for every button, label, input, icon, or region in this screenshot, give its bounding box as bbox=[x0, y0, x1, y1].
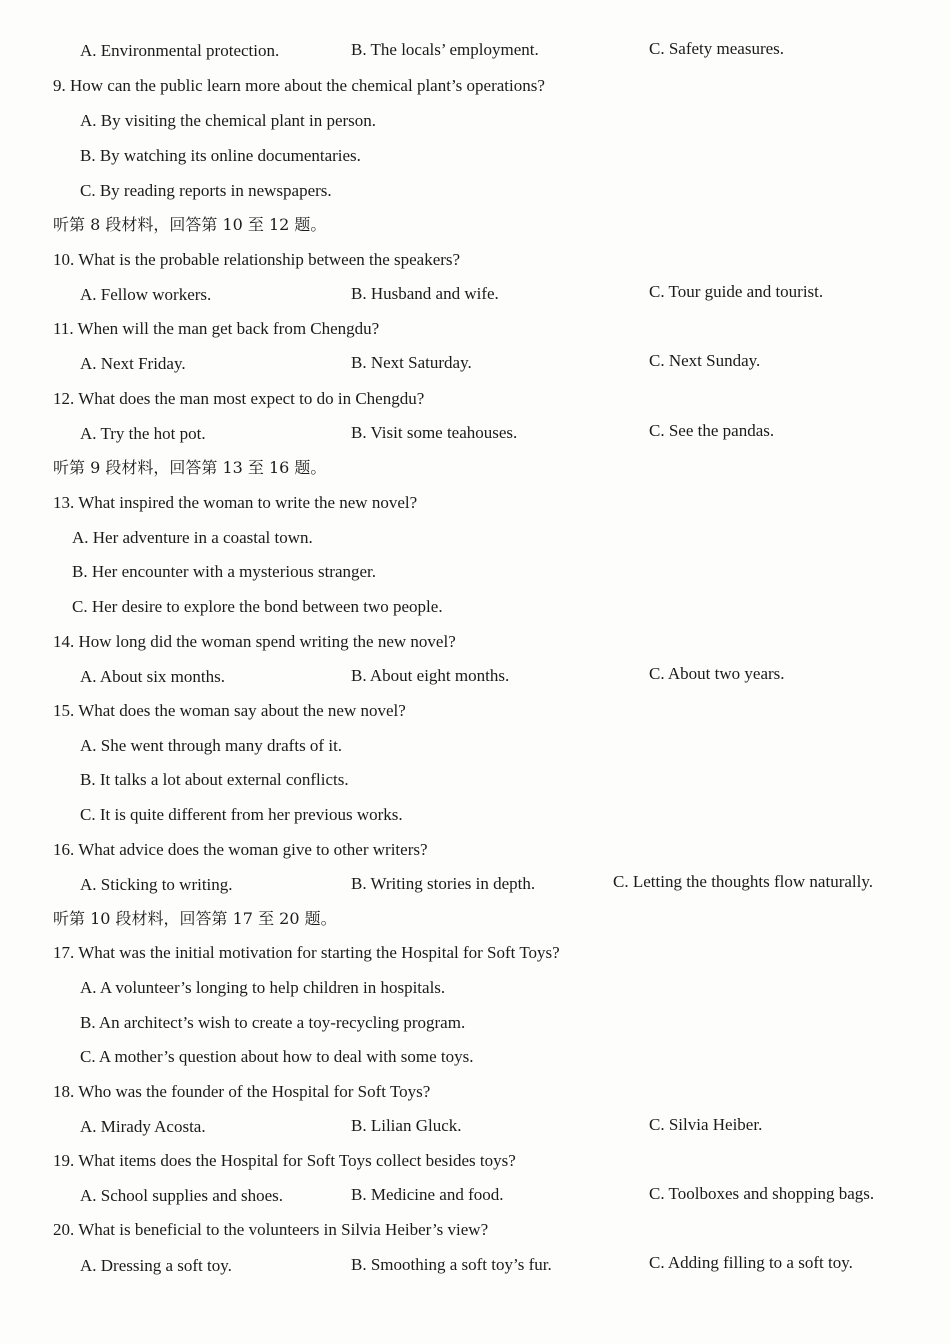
q17-stem: 17. What was the initial motivation for starting the Hospital for Soft Toys? bbox=[53, 943, 560, 962]
q12-stem: 12. What does the man most expect to do in Chengdu? bbox=[53, 389, 425, 408]
q9-option-c: C. By reading reports in newspapers. bbox=[80, 181, 332, 200]
q18-option-a: A. Mirady Acosta. bbox=[80, 1117, 206, 1136]
q19-option-c: C. Toolboxes and shopping bags. bbox=[649, 1184, 875, 1203]
q17-option-c: C. A mother’s question about how to deal with some toys. bbox=[80, 1047, 474, 1066]
q10-option-a: A. Fellow workers. bbox=[80, 285, 212, 304]
q20-stem: 20. What is beneficial to the volunteers in Silvia Heiber’s view? bbox=[53, 1220, 489, 1239]
q15-stem: 15. What does the woman say about the new novel? bbox=[53, 701, 406, 720]
q16-option-a: A. Sticking to writing. bbox=[80, 875, 233, 894]
q12-option-a: A. Try the hot pot. bbox=[80, 424, 206, 443]
q13-stem: 13. What inspired the woman to write the new novel? bbox=[53, 493, 418, 512]
q9-option-b: B. By watching its online documentaries. bbox=[80, 146, 361, 165]
q13-option-a: A. Her adventure in a coastal town. bbox=[72, 528, 313, 547]
section-8-heading: 听第 8 段材料，回答第 10 至 12 题。 bbox=[53, 215, 327, 234]
q10-stem: 10. What is the probable relationship between the speakers? bbox=[53, 250, 461, 269]
q20-option-b: B. Smoothing a soft toy’s fur. bbox=[351, 1255, 552, 1274]
section-9-heading: 听第 9 段材料，回答第 13 至 16 题。 bbox=[53, 458, 327, 477]
q17-option-a: A. A volunteer’s longing to help children in hospitals. bbox=[80, 978, 446, 997]
q11-stem: 11. When will the man get back from Chengdu? bbox=[53, 319, 380, 338]
q16-option-b: B. Writing stories in depth. bbox=[351, 874, 536, 893]
q18-stem: 18. Who was the founder of the Hospital for Soft Toys? bbox=[53, 1082, 431, 1101]
q11-option-c: C. Next Sunday. bbox=[649, 351, 761, 370]
section-10-heading: 听第 10 段材料，回答第 17 至 20 题。 bbox=[53, 909, 337, 928]
q11-option-b: B. Next Saturday. bbox=[351, 353, 472, 372]
q9-option-a: A. By visiting the chemical plant in person. bbox=[80, 111, 377, 130]
q15-option-b: B. It talks a lot about external conflicts. bbox=[80, 770, 349, 789]
q15-option-c: C. It is quite different from her previous works. bbox=[80, 805, 403, 824]
q17-option-b: B. An architect’s wish to create a toy-recycling program. bbox=[80, 1013, 466, 1032]
q18-option-b: B. Lilian Gluck. bbox=[351, 1116, 462, 1135]
q9-stem: 9. How can the public learn more about the chemical plant’s operations? bbox=[53, 76, 545, 95]
q19-stem: 19. What items does the Hospital for Soft Toys collect besides toys? bbox=[53, 1151, 516, 1170]
q18-option-c: C. Silvia Heiber. bbox=[649, 1115, 763, 1134]
q8-option-c: C. Safety measures. bbox=[649, 39, 785, 58]
q20-option-a: A. Dressing a soft toy. bbox=[80, 1256, 232, 1275]
q11-option-a: A. Next Friday. bbox=[80, 354, 186, 373]
q15-option-a: A. She went through many drafts of it. bbox=[80, 736, 343, 755]
q19-option-b: B. Medicine and food. bbox=[351, 1185, 504, 1204]
q8-option-a: A. Environmental protection. bbox=[80, 41, 280, 60]
q12-option-b: B. Visit some teahouses. bbox=[351, 423, 518, 442]
q14-option-a: A. About six months. bbox=[80, 667, 225, 686]
q16-stem: 16. What advice does the woman give to other writers? bbox=[53, 840, 428, 859]
q14-option-b: B. About eight months. bbox=[351, 666, 510, 685]
q10-option-b: B. Husband and wife. bbox=[351, 284, 499, 303]
q12-option-c: C. See the pandas. bbox=[649, 421, 775, 440]
q20-option-c: C. Adding filling to a soft toy. bbox=[649, 1253, 853, 1272]
q8-option-b: B. The locals’ employment. bbox=[351, 40, 539, 59]
q19-option-a: A. School supplies and shoes. bbox=[80, 1186, 284, 1205]
q13-option-c: C. Her desire to explore the bond between two people. bbox=[72, 597, 443, 616]
q13-option-b: B. Her encounter with a mysterious stranger. bbox=[72, 562, 377, 581]
q10-option-c: C. Tour guide and tourist. bbox=[649, 282, 824, 301]
q16-option-c: C. Letting the thoughts flow naturally. bbox=[613, 872, 873, 891]
q14-option-c: C. About two years. bbox=[649, 664, 785, 683]
q14-stem: 14. How long did the woman spend writing the new novel? bbox=[53, 632, 456, 651]
